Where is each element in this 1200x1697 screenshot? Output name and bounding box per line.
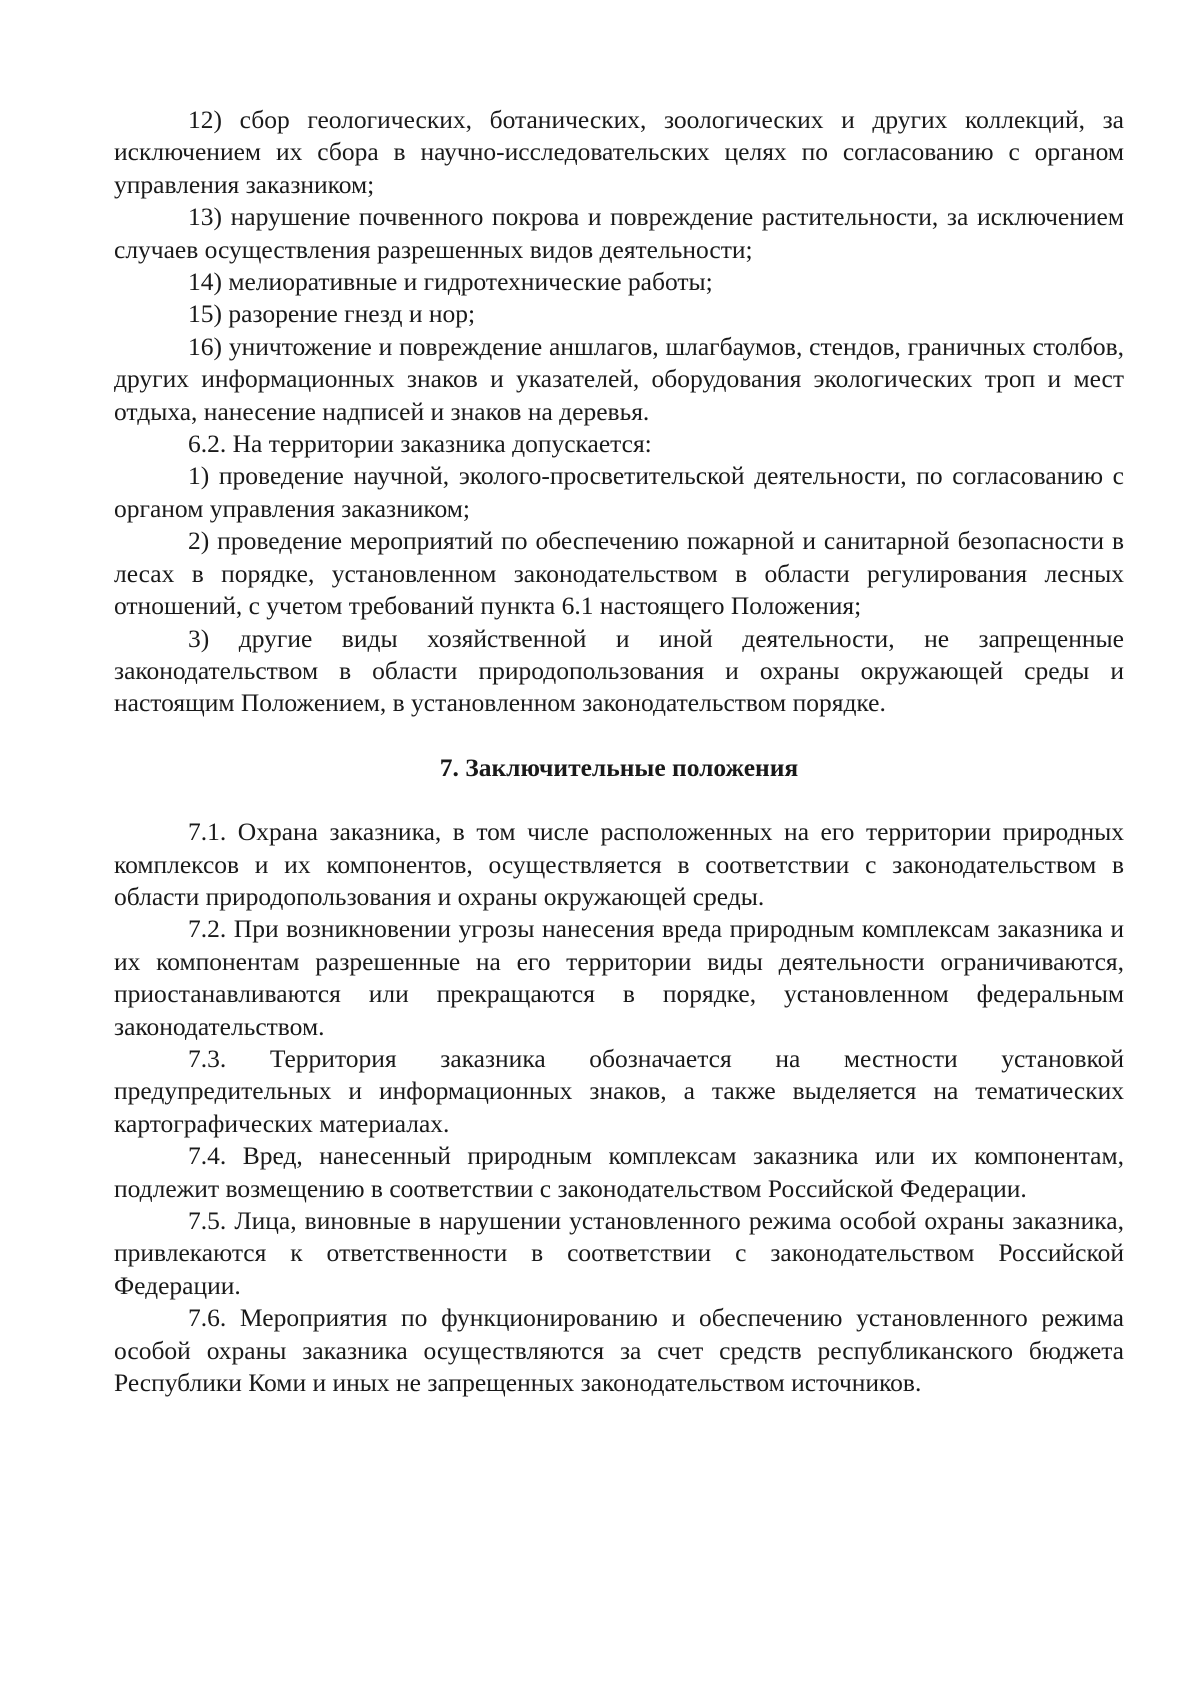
- section-7-heading: 7. Заключительные положения: [439, 752, 799, 782]
- clause-7-3: 7.3. Территория заказника обозначается на местности установкой предупредительных и информационных знаков, а также выделяется на тематических картографических материалах.: [114, 1043, 1124, 1138]
- spacer: [114, 784, 1124, 816]
- document-page: [114, 104, 1124, 1399]
- clause-7-5: 7.5. Лица, виновные в нарушении установленного режима особой охраны заказника, привлекаются к ответственности в соответствии с законодательством Российской Федерации.: [114, 1206, 1124, 1300]
- clause-7-4: 7.4. Вред, нанесенный природным комплексам заказника или их компонентам, подлежит возмещению в соответствии с законодательством Российской Федерации.: [114, 1141, 1124, 1203]
- clause-6-2-item-2: 2) проведение мероприятий по обеспечению пожарной и санитарной безопасности в лесах в порядке, установленном законодательством в области регулирования лесных отношений, с учетом требований пункта 6.1 настоящего Положения;: [114, 526, 1124, 621]
- list-item-13: 13) нарушение почвенного покрова и повреждение растительности, за исключением случаев осуществления разрешенных видов деятельности;: [114, 202, 1124, 264]
- list-item-12: 12) сбор геологических, ботанических, зоологических и других коллекций, за исключением их сбора в научно-исследовательских целях по согласованию с органом управления заказником;: [114, 105, 1124, 199]
- clause-6-2-item-3: 3) другие виды хозяйственной и иной деятельности, не запрещенные законодательством в области природопользования и охраны окружающей среды и настоящим Положением, в установленном законодательством порядке.: [114, 623, 1124, 718]
- list-item-15: 15) разорение гнезд и нор;: [188, 299, 476, 329]
- clause-7-6: 7.6. Мероприятия по функционированию и обеспечению установленного режима особой охраны заказника осуществляются за счет средств республиканского бюджета Республики Коми и иных не запрещенных законодательством источников.: [114, 1303, 1124, 1398]
- clause-7-1: 7.1. Охрана заказника, в том числе расположенных на его территории природных комплексов и их компонентов, осуществляется в соответствии с законодательством в области природопользования и охраны окружающей среды.: [114, 817, 1124, 911]
- clause-6-2: 6.2. На территории заказника допускается:: [188, 429, 652, 459]
- clause-6-2-item-1: 1) проведение научной, эколого-просветительской деятельности, по согласованию с органом управления заказником;: [114, 461, 1124, 523]
- list-item-16: 16) уничтожение и повреждение аншлагов, шлагбаумов, стендов, граничных столбов, других информационных знаков и указателей, оборудования экологических троп и мест отдыха, нанесение надписей и знаков на деревья.: [114, 331, 1124, 426]
- list-item-14: 14) мелиоративные и гидротехнические работы;: [188, 267, 713, 297]
- clause-7-2: 7.2. При возникновении угрозы нанесения вреда природным комплексам заказника и их компонентам разрешенные на его территории виды деятельности ограничиваются, приостанавливаются или прекращаются в порядке, установленном федеральным законодательством.: [114, 914, 1124, 1041]
- spacer: [114, 720, 1124, 752]
